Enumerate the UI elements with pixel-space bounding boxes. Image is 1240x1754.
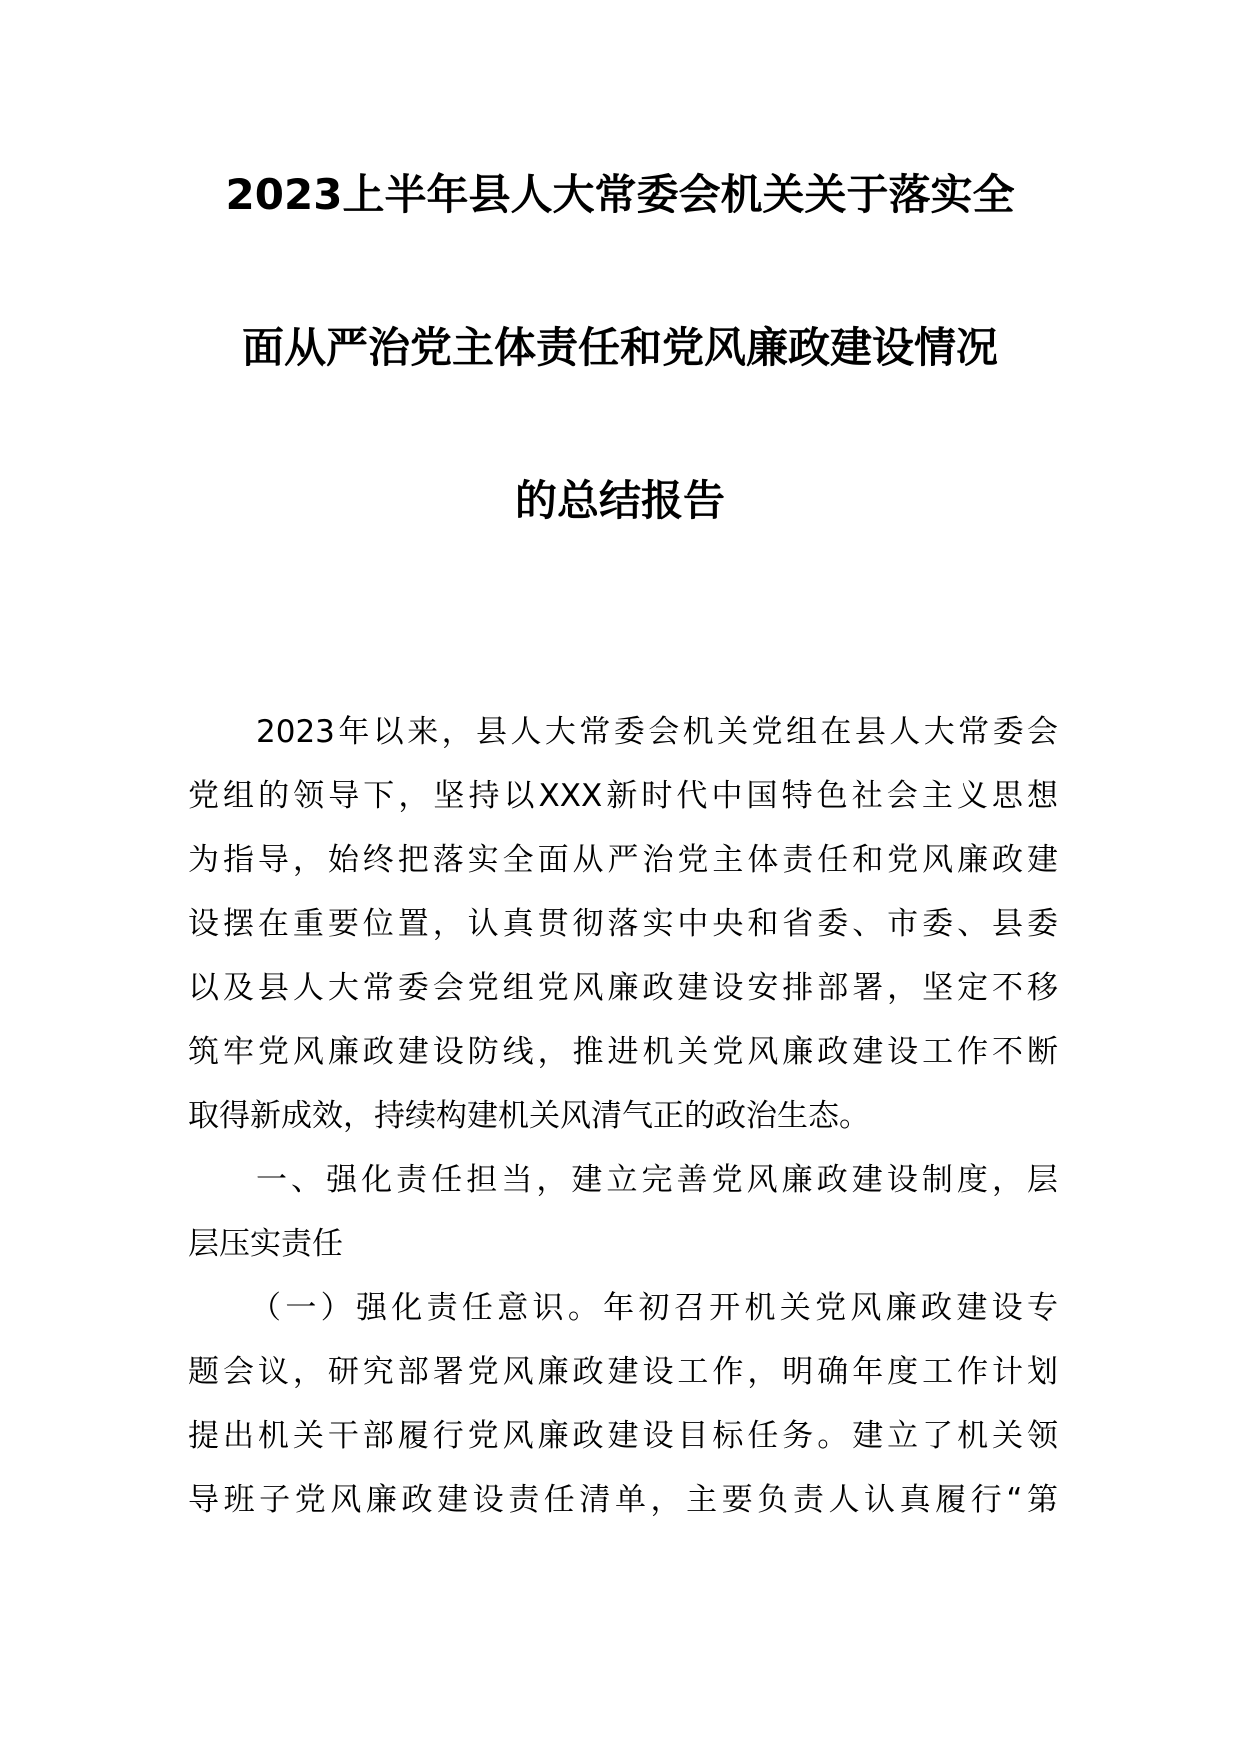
section-heading-1-line-2: 层压实责任 [188, 1226, 343, 1262]
section-heading-1-line-1: 一、强化责任担当，建立完善党风廉政建设制度，层 [256, 1162, 1058, 1198]
document-title [150, 170, 1090, 526]
paragraph-1-line-7: 取得新成效，持续构建机关风清气正的政治生态。 [188, 1098, 870, 1134]
paragraph-1-line-6: 筑牢党风廉政建设防线，推进机关党风廉政建设工作不断 [188, 1034, 1058, 1070]
title-line-3: 的总结报告 [514, 476, 725, 525]
paragraph-1-line-1: 2023年以来，县人大常委会机关党组在县人大常委会 [256, 714, 1058, 750]
title-line-2: 面从严治党主体责任和党风廉政建设情况 [241, 323, 998, 372]
paragraph-2-line-1: （一）强化责任意识。年初召开机关党风廉政建设专 [250, 1290, 1058, 1326]
document-body [188, 700, 1058, 1532]
paragraph-1-line-5: 以及县人大常委会党组党风廉政建设安排部署，坚定不移 [188, 970, 1058, 1006]
paragraph-2-line-2: 题会议，研究部署党风廉政建设工作，明确年度工作计划 [188, 1354, 1058, 1390]
paragraph-1-line-3: 为指导，始终把落实全面从严治党主体责任和党风廉政建 [188, 842, 1058, 878]
paragraph-1-line-2: 党组的领导下，坚持以XXX新时代中国特色社会主义思想 [188, 778, 1058, 814]
paragraph-2-line-4: 导班子党风廉政建设责任清单，主要负责人认真履行“第 [188, 1482, 1058, 1518]
title-line-1: 2023上半年县人大常委会机关关于落实全 [225, 170, 1015, 219]
paragraph-1-line-4: 设摆在重要位置，认真贯彻落实中央和省委、市委、县委 [188, 906, 1058, 942]
paragraph-2-line-3: 提出机关干部履行党风廉政建设目标任务。建立了机关领 [188, 1418, 1058, 1454]
